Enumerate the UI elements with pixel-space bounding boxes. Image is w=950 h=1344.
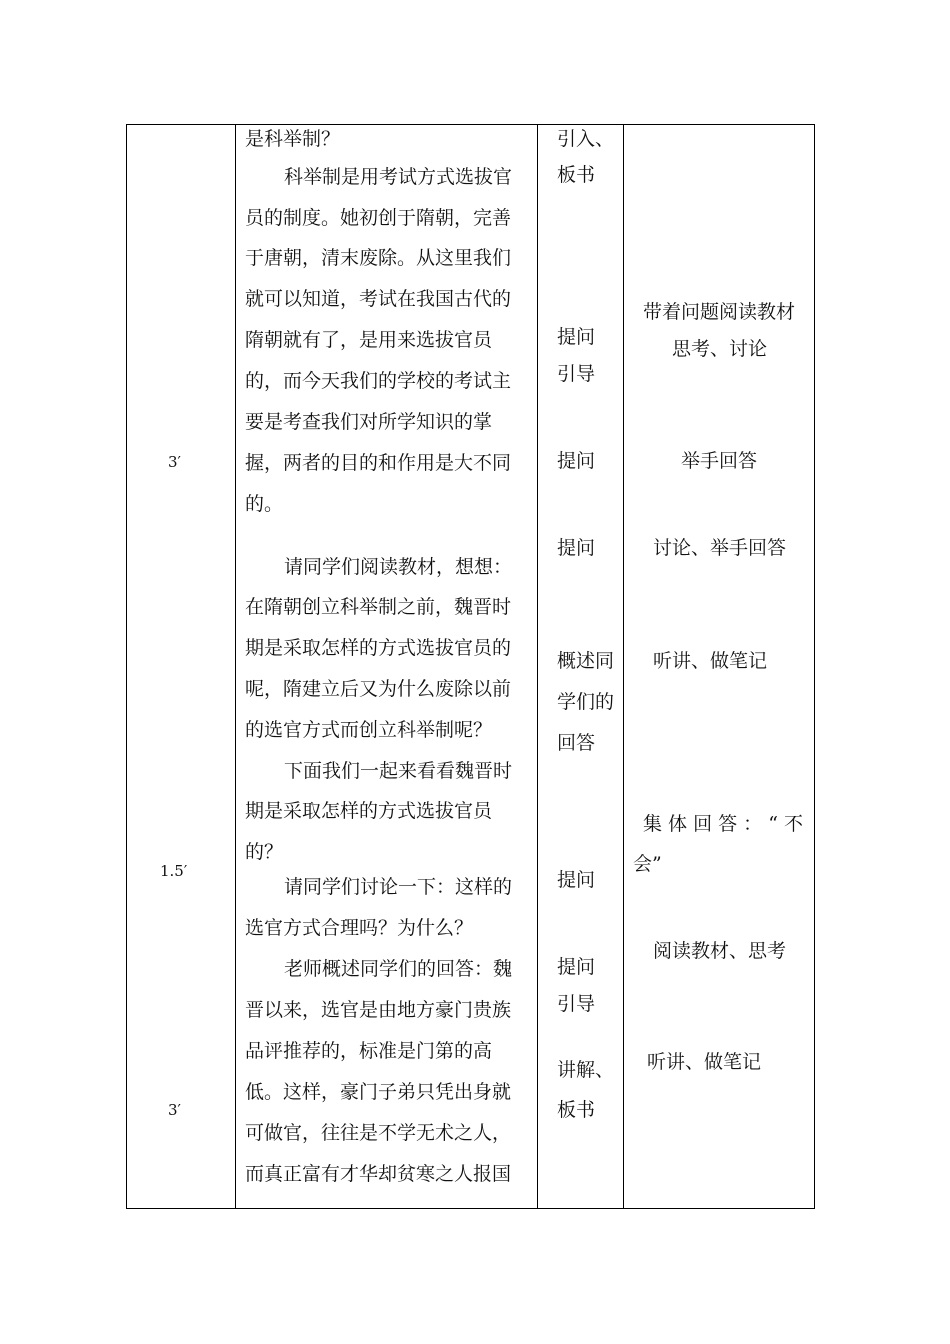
content-line: 员的制度。她初创于隋朝，完善 bbox=[245, 207, 512, 229]
teacher-activity: 提问 bbox=[557, 537, 596, 559]
column-divider bbox=[623, 124, 624, 1209]
time-cell: 3′ bbox=[168, 1101, 181, 1119]
teacher-activity: 学们的 bbox=[557, 691, 615, 713]
content-line: 的，而今天我们的学校的考试主 bbox=[245, 370, 512, 392]
content-line: 要是考查我们对所学知识的掌 bbox=[245, 411, 493, 433]
student-activity: 集 体 回 答 ： “ 不 bbox=[643, 813, 803, 835]
content-line: 的。 bbox=[245, 493, 284, 515]
content-line: 科举制是用考试方式选拔官 bbox=[284, 166, 513, 188]
teacher-activity: 提问 bbox=[557, 956, 596, 978]
content-line: 是科举制？ bbox=[245, 128, 341, 150]
student-activity: 举手回答 bbox=[681, 450, 758, 472]
teacher-activity: 引导 bbox=[557, 993, 596, 1015]
student-activity: 阅读教材、思考 bbox=[653, 940, 787, 962]
student-activity: 会” bbox=[633, 853, 662, 875]
content-line: 期是采取怎样的方式选拔官员 bbox=[245, 800, 493, 822]
content-line: 下面我们一起来看看魏晋时 bbox=[284, 760, 513, 782]
content-line: 于唐朝，清末废除。从这里我们 bbox=[245, 247, 512, 269]
content-line: 低。这样，豪门子弟只凭出身就 bbox=[245, 1081, 512, 1103]
column-divider bbox=[537, 124, 538, 1209]
teacher-activity: 板书 bbox=[557, 164, 596, 186]
content-line: 可做官，往往是不学无术之人， bbox=[245, 1122, 512, 1144]
time-cell: 1.5′ bbox=[160, 862, 188, 880]
teacher-activity: 引入、 bbox=[557, 128, 615, 150]
content-line: 而真正富有才华却贫寒之人报国 bbox=[245, 1163, 512, 1185]
teacher-activity: 板书 bbox=[557, 1099, 596, 1121]
column-divider bbox=[235, 124, 236, 1209]
student-activity: 听讲、做笔记 bbox=[653, 650, 768, 672]
student-activity: 带着问题阅读教材 bbox=[643, 301, 796, 323]
teacher-activity: 提问 bbox=[557, 326, 596, 348]
student-activity: 讨论、举手回答 bbox=[653, 537, 787, 559]
teacher-activity: 讲解、 bbox=[557, 1059, 615, 1081]
teacher-activity: 引导 bbox=[557, 363, 596, 385]
content-line: 请同学们讨论一下：这样的 bbox=[284, 876, 513, 898]
content-line: 品评推荐的，标准是门第的高 bbox=[245, 1040, 493, 1062]
content-line: 的？ bbox=[245, 841, 284, 863]
student-activity: 听讲、做笔记 bbox=[647, 1051, 762, 1073]
content-line: 呢，隋建立后又为什么废除以前 bbox=[245, 678, 512, 700]
content-line: 期是采取怎样的方式选拔官员的 bbox=[245, 637, 512, 659]
content-line: 老师概述同学们的回答：魏 bbox=[284, 958, 513, 980]
content-line: 就可以知道，考试在我国古代的 bbox=[245, 288, 512, 310]
content-line: 在隋朝创立科举制之前，魏晋时 bbox=[245, 596, 512, 618]
content-line: 选官方式合理吗？为什么？ bbox=[245, 917, 474, 939]
teacher-activity: 概述同 bbox=[557, 650, 615, 672]
teacher-activity: 提问 bbox=[557, 450, 596, 472]
student-activity: 思考、讨论 bbox=[672, 338, 768, 360]
content-line: 的选官方式而创立科举制呢？ bbox=[245, 719, 493, 741]
teacher-activity: 提问 bbox=[557, 869, 596, 891]
content-line: 晋以来，选官是由地方豪门贵族 bbox=[245, 999, 512, 1021]
content-line: 隋朝就有了，是用来选拔官员 bbox=[245, 329, 493, 351]
content-line: 握，两者的目的和作用是大不同 bbox=[245, 452, 512, 474]
time-cell: 3′ bbox=[168, 453, 181, 471]
teacher-activity: 回答 bbox=[557, 732, 596, 754]
content-line: 请同学们阅读教材，想想： bbox=[284, 556, 513, 578]
